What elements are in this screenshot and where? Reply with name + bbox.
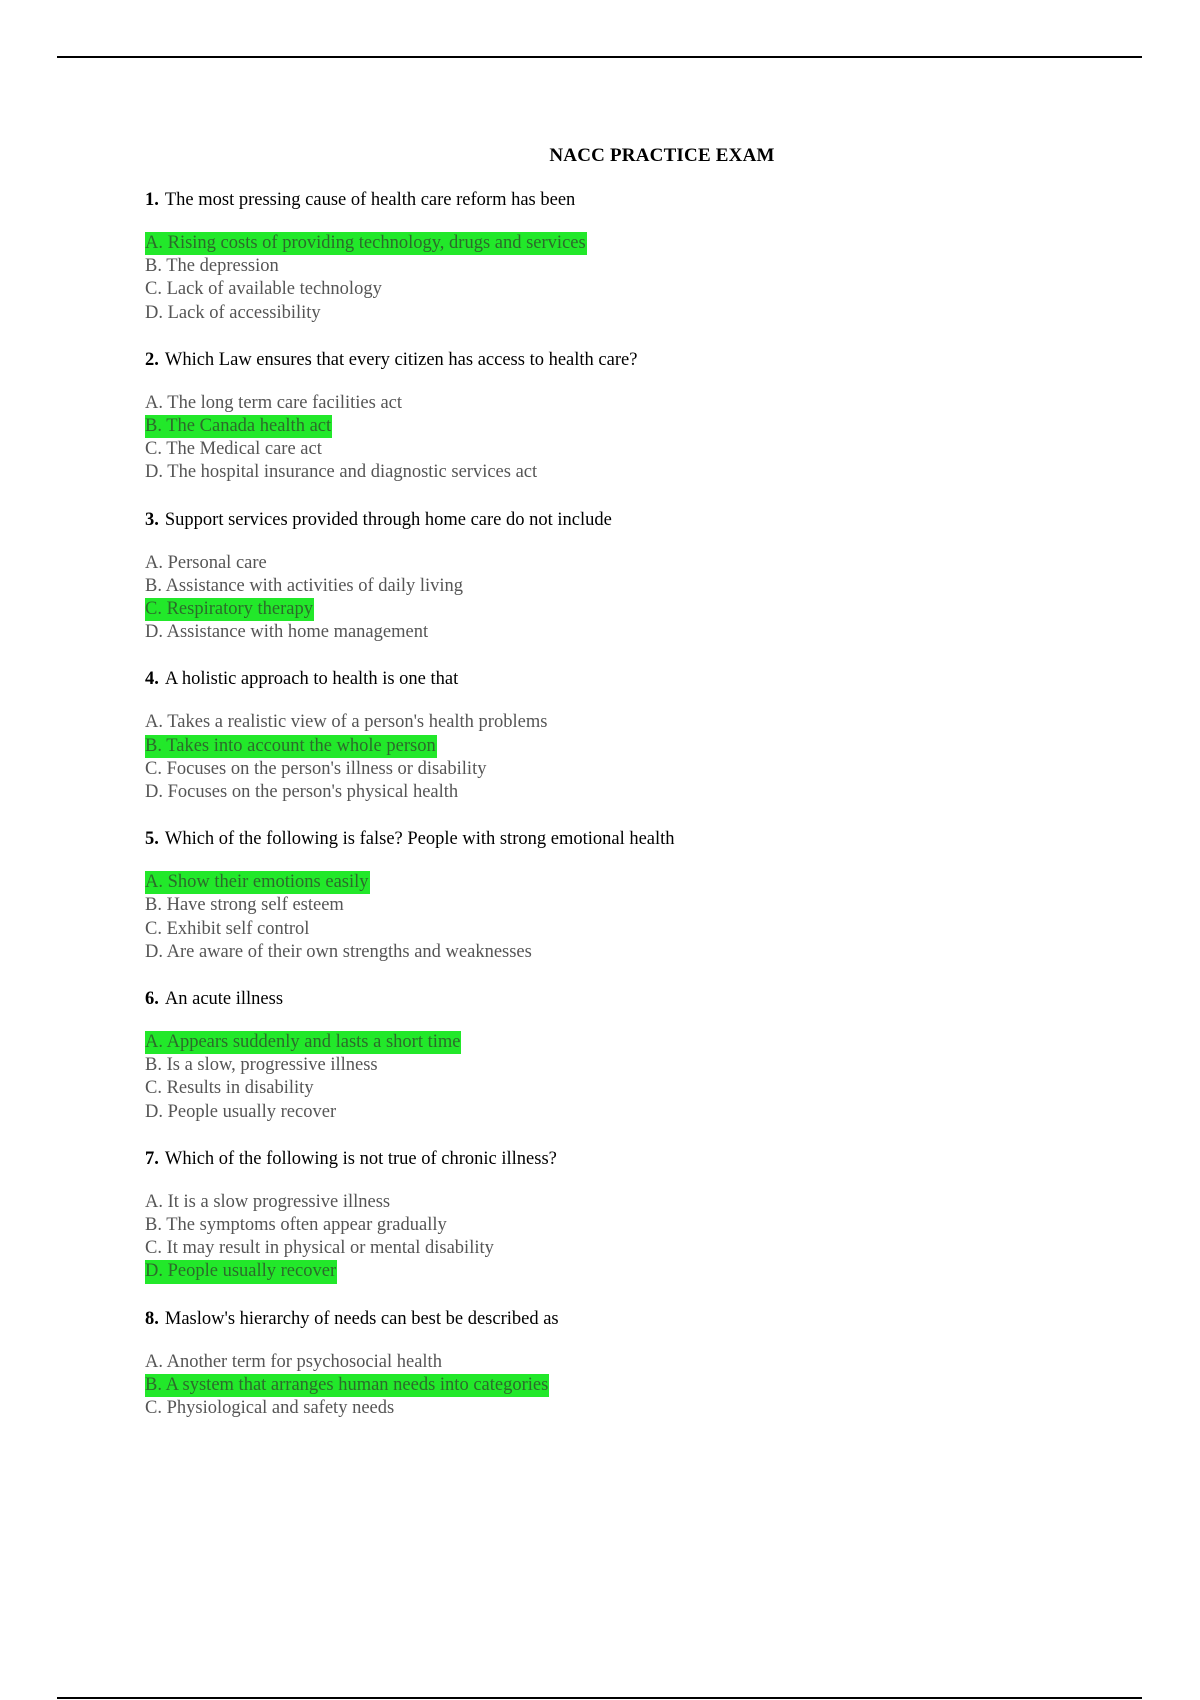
question-number: 4. [145, 669, 159, 690]
question-1 [145, 188, 1145, 325]
answer-option [145, 461, 1145, 484]
question-list [145, 188, 1145, 1420]
question-7 [145, 1147, 1145, 1284]
answer-option [145, 1397, 1145, 1420]
top-rule [57, 56, 1142, 58]
answer-option-text: A. Personal care [145, 552, 267, 573]
question-text: Which of the following is false? People with strong emotional health [164, 829, 675, 850]
answer-option-text: A. Appears suddenly and lasts a short time [145, 1031, 461, 1054]
question-stem [145, 348, 1145, 372]
answer-options [145, 871, 1145, 964]
answer-options [145, 1191, 1145, 1284]
answer-option-text: C. Physiological and safety needs [145, 1398, 395, 1419]
question-4 [145, 667, 1145, 804]
answer-option-text: B. A system that arranges human needs into categories [145, 1374, 549, 1397]
answer-option-text: D. Are aware of their own strengths and weaknesses [145, 941, 532, 962]
answer-option-correct [145, 871, 1145, 894]
answer-option [145, 758, 1145, 781]
answer-options [145, 1351, 1145, 1421]
answer-option-text: A. Show their emotions easily [145, 871, 370, 894]
answer-option [145, 918, 1145, 941]
answer-option [145, 438, 1145, 461]
question-number: 7. [145, 1148, 159, 1169]
answer-option-correct [145, 598, 1145, 621]
answer-option [145, 1077, 1145, 1100]
answer-option [145, 552, 1145, 575]
answer-option-text: A. The long term care facilities act [145, 392, 403, 413]
answer-option [145, 302, 1145, 325]
answer-option [145, 575, 1145, 598]
answer-option [145, 1191, 1145, 1214]
answer-option [145, 1054, 1145, 1077]
answer-option-text: D. People usually recover [145, 1260, 337, 1283]
answer-option-text: D. The hospital insurance and diagnostic services act [145, 462, 538, 483]
answer-option-text: C. Lack of available technology [145, 279, 382, 300]
question-2 [145, 348, 1145, 485]
answer-option [145, 1237, 1145, 1260]
question-text: The most pressing cause of health care reform has been [164, 190, 576, 210]
answer-options [145, 1031, 1145, 1124]
answer-option-text: B. Takes into account the whole person [145, 735, 437, 758]
question-stem [145, 188, 1145, 212]
answer-option-correct [145, 1260, 1145, 1283]
answer-option [145, 255, 1145, 278]
answer-option [145, 1351, 1145, 1374]
answer-options [145, 232, 1145, 325]
answer-option-text: C. Exhibit self control [145, 918, 310, 939]
question-number: 6. [145, 989, 159, 1010]
question-6 [145, 987, 1145, 1124]
answer-option-text: C. The Medical care act [145, 439, 322, 460]
question-number: 3. [145, 509, 159, 530]
answer-option-text: B. Have strong self esteem [145, 895, 344, 916]
question-number: 8. [145, 1308, 159, 1329]
question-number: 1. [145, 190, 159, 210]
answer-option-correct [145, 1031, 1145, 1054]
question-stem [145, 1307, 1145, 1331]
answer-option-correct [145, 735, 1145, 758]
question-text: Support services provided through home care do not include [164, 509, 612, 530]
answer-option-text: B. The symptoms often appear gradually [145, 1215, 447, 1236]
question-number: 5. [145, 829, 159, 850]
answer-option [145, 781, 1145, 804]
question-stem [145, 987, 1145, 1011]
answer-option-text: A. Another term for psychosocial health [145, 1351, 442, 1372]
answer-option-text: B. The depression [145, 256, 279, 277]
answer-option [145, 941, 1145, 964]
answer-option-text: B. Assistance with activities of daily living [145, 575, 464, 596]
answer-option-text: D. Focuses on the person's physical health [145, 782, 459, 803]
answer-option-text: A. Takes a realistic view of a person's health problems [145, 712, 548, 733]
answer-option [145, 711, 1145, 734]
question-text: A holistic approach to health is one that [164, 669, 459, 690]
question-text: Which Law ensures that every citizen has access to health care? [164, 349, 638, 370]
answer-option-correct [145, 1374, 1145, 1397]
answer-option-text: C. Focuses on the person's illness or disability [145, 758, 487, 779]
question-stem [145, 667, 1145, 691]
answer-options [145, 392, 1145, 485]
exam-content [145, 143, 1145, 1443]
answer-option-text: D. Assistance with home management [145, 622, 429, 643]
question-stem [145, 508, 1145, 532]
question-8 [145, 1307, 1145, 1421]
answer-option-text: C. Results in disability [145, 1078, 314, 1099]
question-stem [145, 827, 1145, 851]
question-text: An acute illness [164, 989, 284, 1010]
answer-option-text: A. It is a slow progressive illness [145, 1191, 391, 1212]
answer-option-text: D. People usually recover [145, 1101, 337, 1122]
answer-option-text: B. The Canada health act [145, 415, 332, 438]
answer-option [145, 278, 1145, 301]
answer-option-text: C. Respiratory therapy [145, 598, 314, 621]
answer-option [145, 1101, 1145, 1124]
answer-option [145, 894, 1145, 917]
answer-options [145, 552, 1145, 645]
answer-option-correct [145, 232, 1145, 255]
answer-options [145, 711, 1145, 804]
question-text: Which of the following is not true of chronic illness? [164, 1148, 557, 1169]
question-5 [145, 827, 1145, 964]
question-stem [145, 1147, 1145, 1171]
answer-option [145, 392, 1145, 415]
answer-option-correct [145, 415, 1145, 438]
answer-option-text: D. Lack of accessibility [145, 302, 321, 323]
answer-option-text: C. It may result in physical or mental disability [145, 1238, 494, 1259]
question-3 [145, 508, 1145, 645]
bottom-rule [57, 1697, 1142, 1699]
answer-option-text: A. Rising costs of providing technology, drugs and services [145, 232, 587, 255]
answer-option [145, 621, 1145, 644]
page-title: NACC PRACTICE EXAM [549, 145, 775, 166]
answer-option-text: B. Is a slow, progressive illness [145, 1055, 378, 1076]
question-number: 2. [145, 349, 159, 370]
answer-option [145, 1214, 1145, 1237]
question-text: Maslow's hierarchy of needs can best be described as [164, 1308, 559, 1329]
